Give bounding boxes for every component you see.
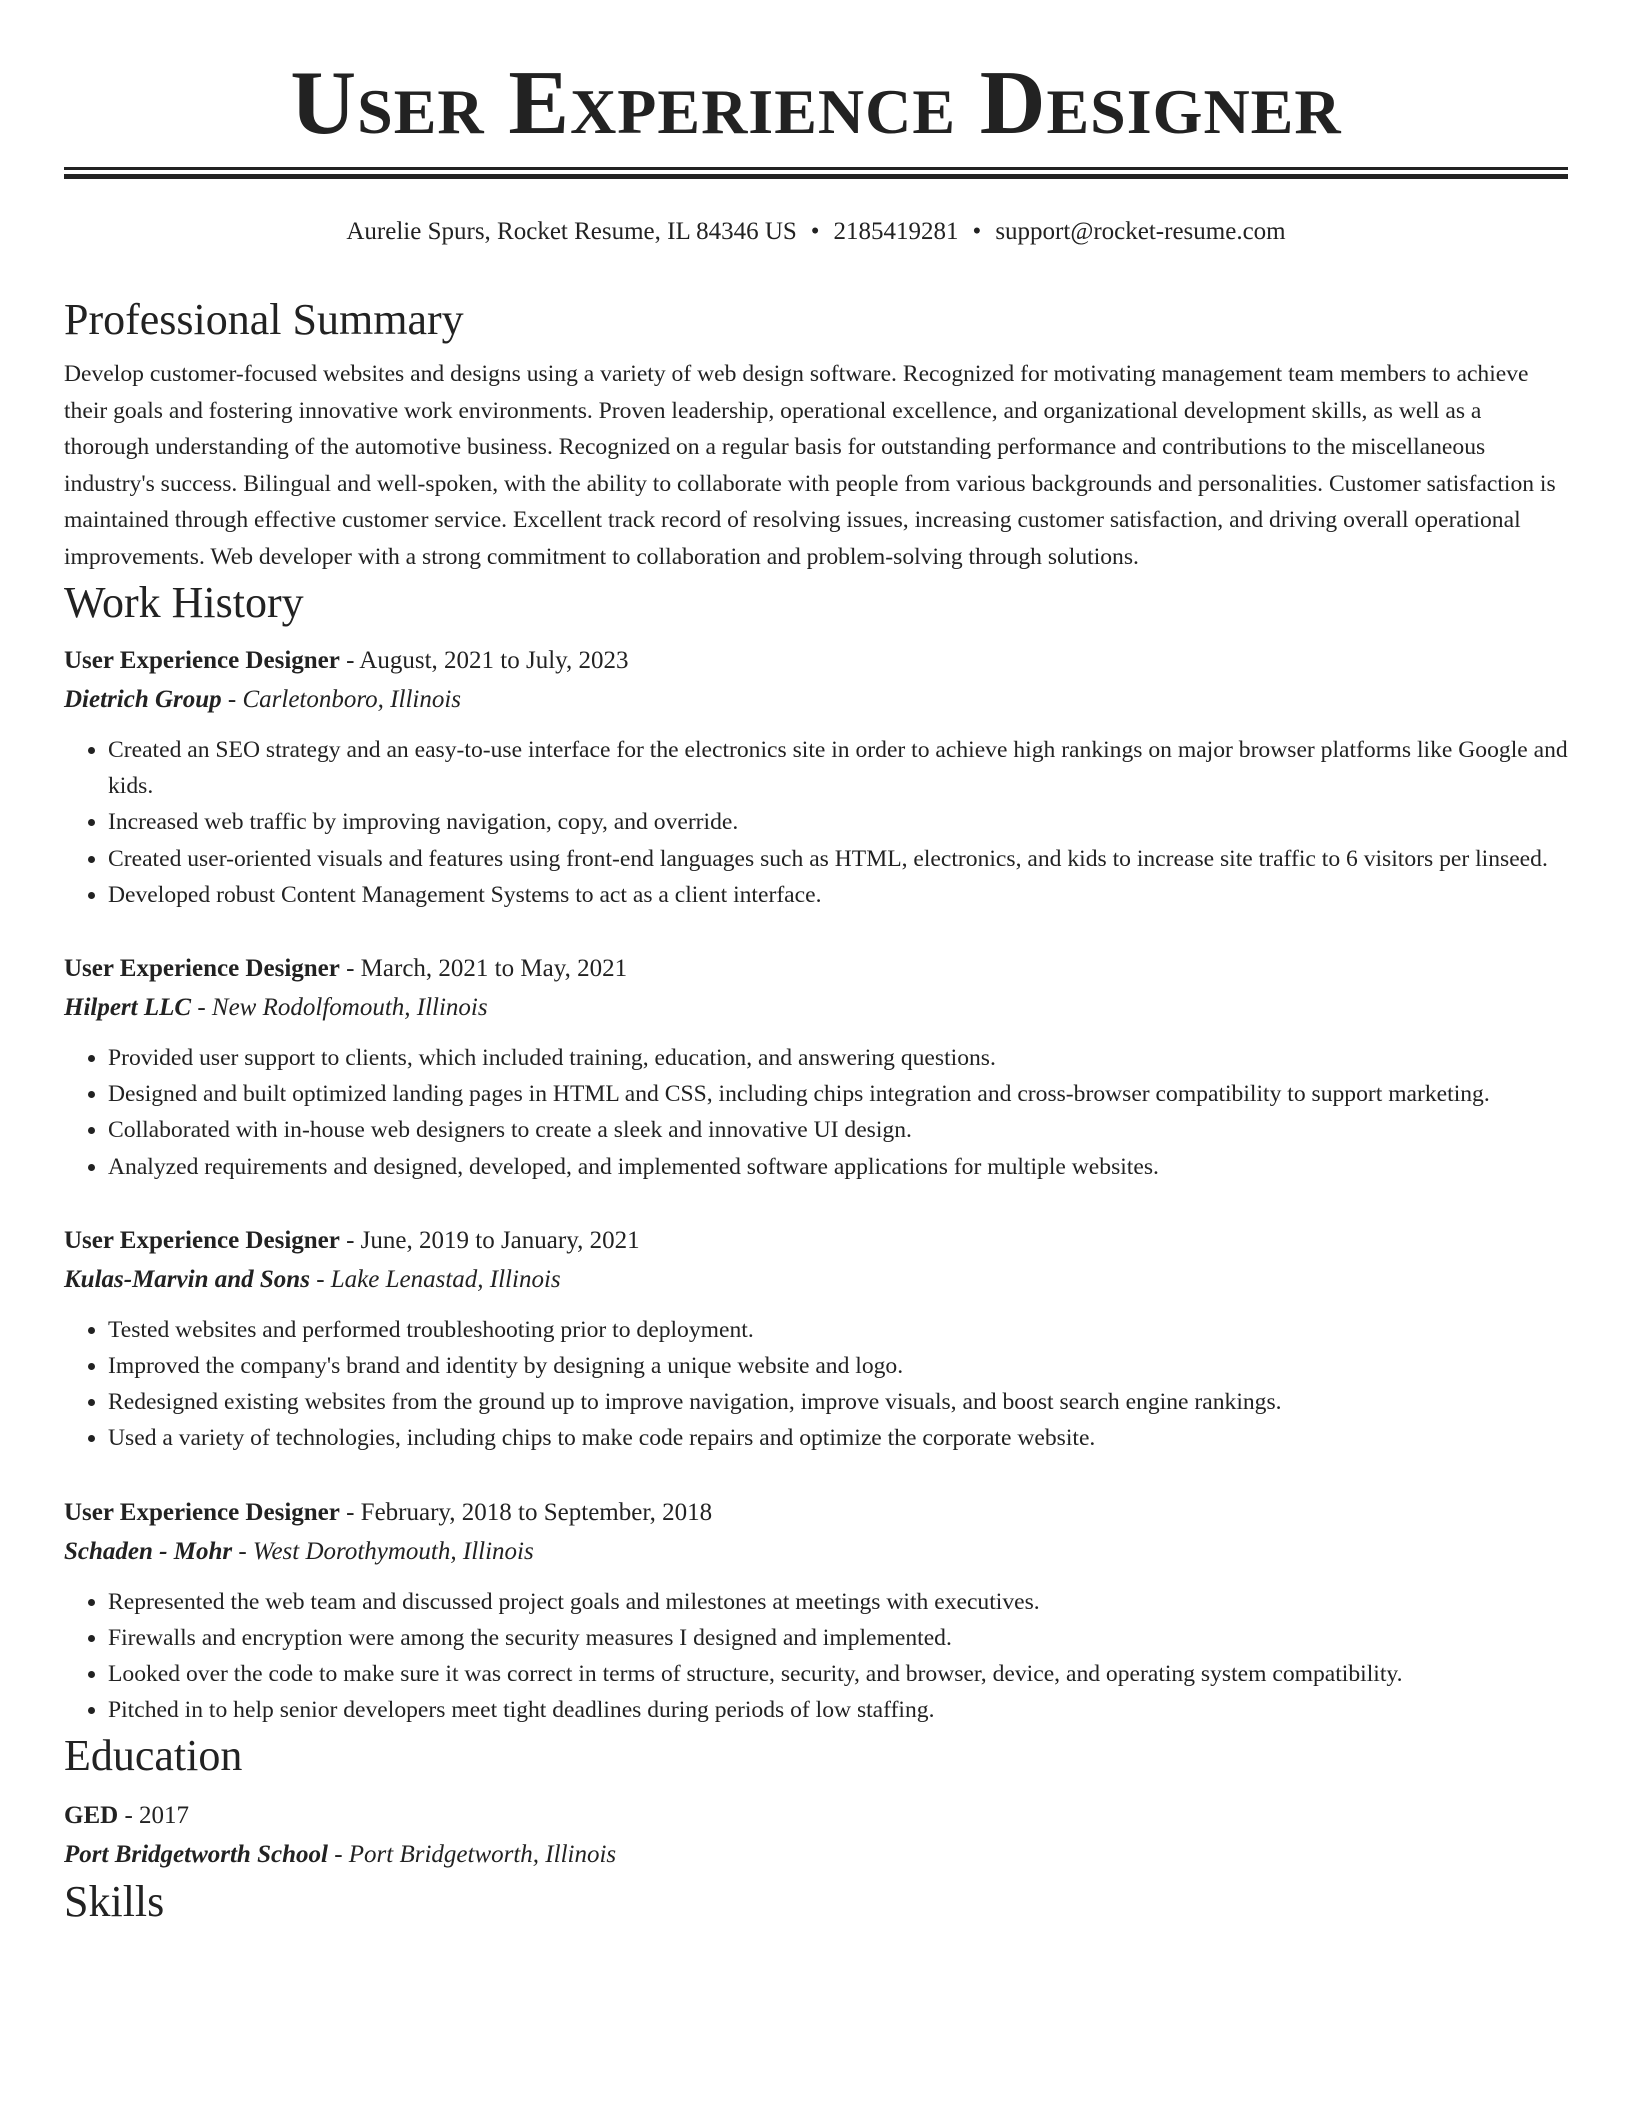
contact-line (0, 214, 1632, 250)
job-dates: - March, 2021 to May, 2021 (339, 955, 628, 983)
job-title-line (64, 1221, 1568, 1260)
skills-section (64, 1874, 1568, 1930)
job-dates: - August, 2021 to July, 2023 (339, 647, 629, 674)
company-name: Hilpert LLC (64, 994, 192, 1022)
work-history-section (64, 575, 1568, 1728)
contact-address: Aurelie Spurs, Rocket Resume, IL 84346 US (346, 218, 797, 245)
job-title-line (64, 1493, 1568, 1532)
job-entry (64, 1493, 1568, 1729)
company-name: Kulas-Marvin and Sons (64, 1265, 310, 1293)
job-bullet: • Firewalls and encryption were among the security measures I designed and implemented. (108, 1620, 1568, 1656)
job-bullet: • Increased web traffic by improving navigation, copy, and override. (108, 804, 1568, 840)
company-name: Schaden - Mohr (64, 1537, 233, 1565)
job-bullet: • Looked over the code to make sure it was correct in terms of structure, security, and browser, device, and operating system compatibility. (108, 1656, 1568, 1692)
job-entry (64, 641, 1568, 913)
section-heading-education: Education (64, 1731, 243, 1781)
education-section (64, 1728, 1568, 1874)
section-heading-work-history: Work History (64, 578, 304, 627)
contact-phone: 2185419281 (833, 218, 959, 245)
job-bullet: • Represented the web team and discussed project goals and milestones at meetings with executives. (108, 1584, 1568, 1620)
resume-title: User Experience Designer (290, 52, 1342, 153)
company-line (64, 1532, 1568, 1571)
degree-line (64, 1796, 1568, 1835)
job-bullet: • Provided user support to clients, which included training, education, and answering questions. (108, 1040, 1568, 1076)
job-entry (64, 949, 1568, 1185)
company-line (64, 680, 1568, 719)
degree: GED (64, 1802, 119, 1830)
section-heading-skills: Skills (64, 1877, 165, 1927)
school-line (64, 1835, 1568, 1874)
company-name: Dietrich Group (64, 686, 222, 713)
job-bullet: • Designed and built optimized landing pages in HTML and CSS, including chips integration and cross-browser compatibility to support marketing. (108, 1076, 1568, 1112)
job-bullets (64, 1040, 1568, 1185)
title-rule-thin (64, 167, 1568, 170)
job-bullet: • Used a variety of technologies, including chips to make code repairs and optimize the corporate website. (108, 1420, 1568, 1456)
school-name: Port Bridgetworth School (64, 1841, 328, 1869)
contact-separator: • (972, 218, 982, 245)
contact-separator: • (810, 218, 820, 245)
company-line (64, 988, 1568, 1027)
company-location: - New Rodolfomouth, Illinois (191, 994, 488, 1022)
contact-email: support@rocket-resume.com (995, 218, 1286, 245)
job-bullet: • Pitched in to help senior developers meet tight deadlines during periods of low staffing. (108, 1692, 1568, 1728)
education-entry (64, 1796, 1568, 1874)
job-title-line (64, 641, 1568, 680)
job-bullet: • Created user-oriented visuals and features using front-end languages such as HTML, electronics, and kids to increase site traffic to 6 visitors per linseed. (108, 841, 1568, 877)
job-title: User Experience Designer (64, 647, 340, 674)
job-title: User Experience Designer (64, 955, 340, 983)
school-location: - Port Bridgetworth, Illinois (327, 1841, 617, 1869)
section-heading-summary: Professional Summary (64, 295, 464, 344)
resume-content (64, 292, 1568, 1930)
job-bullet: • Collaborated with in-house web designers to create a sleek and innovative UI design. (108, 1112, 1568, 1148)
job-bullet: • Redesigned existing websites from the ground up to improve navigation, improve visuals, and boost search engine rankings. (108, 1384, 1568, 1420)
job-title: User Experience Designer (64, 1498, 340, 1526)
company-line (64, 1260, 1568, 1299)
company-location: - Carletonboro, Illinois (221, 686, 462, 713)
company-location: - West Dorothymouth, Illinois (232, 1537, 534, 1565)
job-bullet: • Improved the company's brand and identity by designing a unique website and logo. (108, 1348, 1568, 1384)
job-bullet: • Tested websites and performed troubleshooting prior to deployment. (108, 1312, 1568, 1348)
job-bullet: • Analyzed requirements and designed, developed, and implemented software applications for multiple websites. (108, 1149, 1568, 1185)
title-rule-thick (64, 174, 1568, 179)
job-title-line (64, 949, 1568, 988)
job-entry (64, 1221, 1568, 1457)
job-title: User Experience Designer (64, 1226, 340, 1254)
job-dates: - February, 2018 to September, 2018 (339, 1498, 713, 1526)
summary-text: Develop customer-focused websites and designs using a variety of web design software. Recognized for motivating management team members to achieve their goals and fostering innovative work environments. Proven leadership, operational excellence, and organizational development skills, as well as a thorough understanding of the automotive business. Recognized on a regular basis for outstanding performance and contributions to the miscellaneous industry's success. Bilingual and well-spoken, with the ability to collaborate with people from various backgrounds and personalities. Customer satisfaction is maintained through effective customer service. Excellent track record of resolving issues, increasing customer satisfaction, and driving overall operational improvements. Web developer with a strong commitment to collaboration and problem-solving through solutions. (64, 361, 1556, 570)
job-bullets (64, 732, 1568, 913)
professional-summary-section (64, 292, 1568, 575)
job-bullets (64, 1584, 1568, 1729)
job-bullets (64, 1312, 1568, 1457)
job-dates: - June, 2019 to January, 2021 (339, 1226, 640, 1254)
company-location: - Lake Lenastad, Illinois (309, 1265, 561, 1293)
degree-year: - 2017 (118, 1802, 190, 1830)
job-bullet: • Created an SEO strategy and an easy-to-use interface for the electronics site in order to achieve high rankings on major browser platforms like Google and kids. (108, 732, 1568, 804)
job-bullet: • Developed robust Content Management Systems to act as a client interface. (108, 877, 1568, 913)
